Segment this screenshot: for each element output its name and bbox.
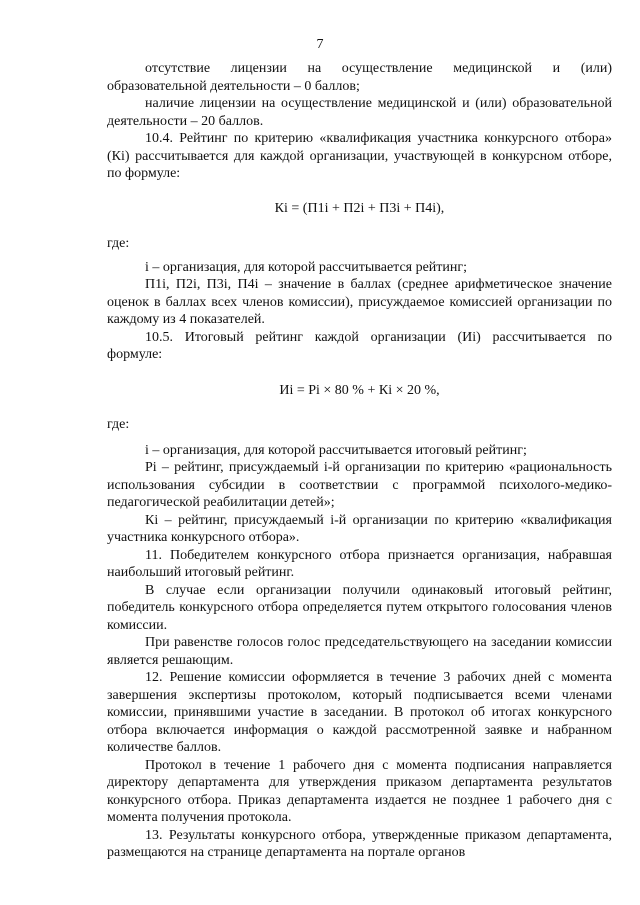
paragraph-10-5: 10.5. Итоговый рейтинг каждой организации (Иi) рассчитывается по формуле: [107, 329, 612, 362]
document-body [107, 60, 612, 862]
paragraph: При равенстве голосов голос председательствующего на заседании комиссии является решающим. [107, 635, 612, 668]
paragraph: i – организация, для которой рассчитывается итоговый рейтинг; [145, 442, 527, 458]
paragraph: В случае если организации получили одинаковый итоговый рейтинг, победитель конкурсного отбора определяется путем открытого голосования членов комиссии. [107, 582, 612, 633]
paragraph-12: 12. Решение комиссии оформляется в течение 3 рабочих дней с момента завершения экспертизы протоколом, который подписывается всеми членами комиссии, принявшими участие в заседании. В протокол об итогах конкурсного отбора включается информация о каждой рассмотренной заявке и набранном количестве баллов. [107, 670, 612, 755]
paragraph: наличие лицензии на осуществление медицинской и (или) образовательной деятельности – 20 баллов. [107, 96, 612, 129]
where-label: где: [107, 236, 130, 251]
paragraph-11: 11. Победителем конкурсного отбора признается организация, набравшая наибольший итоговый рейтинг. [107, 547, 612, 580]
paragraph: Кi – рейтинг, присуждаемый i-й организации по критерию «квалификация участника конкурсного отбора». [107, 512, 612, 545]
paragraph: отсутствие лицензии на осуществление медицинской и (или) образовательной деятельности – 0 баллов; [107, 61, 612, 94]
paragraph: i – организация, для которой рассчитывается рейтинг; [145, 259, 468, 275]
paragraph: Рi – рейтинг, присуждаемый i-й организации по критерию «рациональность использования субсидии в соответствии с программой психолого-медико-педагогической реабилитации детей»; [107, 460, 612, 510]
paragraph: Протокол в течение 1 рабочего дня с момента подписания направляется директору департамента для утверждения приказом департамента результатов конкурсного отбора. Приказ департамента издается не позднее 1 рабочего дня с момента получения протокола. [107, 757, 612, 825]
formula-k: Кi = (П1i + П2i + П3i + П4i), [274, 200, 445, 216]
page-number: 7 [316, 37, 324, 52]
paragraph: П1i, П2i, П3i, П4i – значение в баллах (среднее арифметическое значение оценок в баллах всех членов комиссии), присуждаемое комиссией организации по каждому из 4 показателей. [107, 277, 612, 327]
where-label: где: [107, 417, 130, 432]
formula-i: Иi = Рi × 80 % + Кi × 20 %, [279, 382, 440, 398]
paragraph-13: 13. Результаты конкурсного отбора, утвержденные приказом департамента, размещаются на странице департамента на портале органов [107, 827, 612, 860]
paragraph-10-4: 10.4. Рейтинг по критерию «квалификация участника конкурсного отбора» (Кi) рассчитывается для каждой организации, участвующей в конкурсном отборе, по формуле: [107, 131, 612, 181]
